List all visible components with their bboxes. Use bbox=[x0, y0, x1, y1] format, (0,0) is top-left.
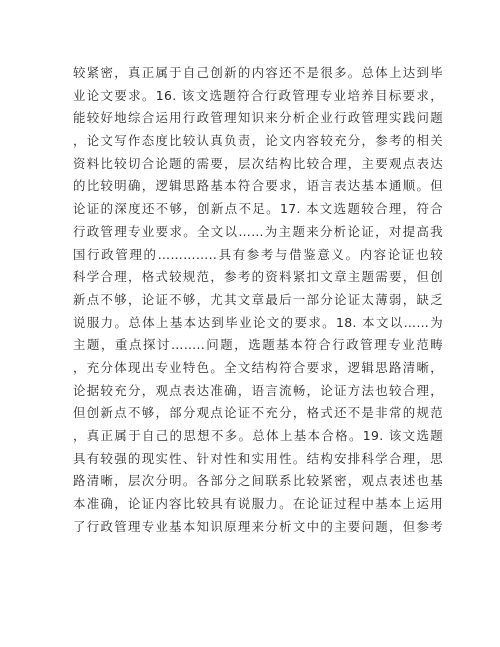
text-line: 新点不够，论证不够，尤其文章最后一部分论证太薄弱，缺乏 bbox=[73, 291, 443, 307]
text-line: 了行政管理专业基本知识原理来分析文中的主要问题，但参考 bbox=[73, 518, 443, 534]
text-line: ，真正属于自己的思想不多。总体上基本合格。19. 该文选题 bbox=[73, 428, 443, 443]
text-line: 国行政管理的…………..具有参考与借鉴意义。内容论证也较 bbox=[73, 246, 443, 262]
text-line: 说服力。总体上基本达到毕业论文的要求。18. 本文以……为 bbox=[73, 314, 443, 330]
text-line: 能较好地综合运用行政管理知识来分析企业行政管理实践问题 bbox=[73, 110, 443, 126]
text-line: 具有较强的现实性、针对性和实用性。结构安排科学合理，思 bbox=[73, 450, 443, 466]
text-line: ，充分体现出专业特色。全文结构符合要求，逻辑思路清晰， bbox=[73, 359, 443, 375]
text-line: 论证的深度还不够，创新点不足。17. 本文选题较合理，符合 bbox=[73, 201, 443, 217]
text-line: 较紧密，真正属于自己创新的内容还不是很多。总体上达到毕 bbox=[73, 65, 443, 80]
text-line: 资料比较切合论题的需要，层次结构比较合理，主要观点表达 bbox=[73, 155, 443, 171]
body-text bbox=[73, 62, 443, 538]
text-line: 行政管理专业要求。全文以……为主题来分析论证，对提高我 bbox=[73, 223, 443, 239]
text-line: 科学合理，格式较规范，参考的资料紧扣文章主题需要，但创 bbox=[73, 269, 443, 285]
text-line: 业论文要求。16. 该文选题符合行政管理专业培养目标要求， bbox=[73, 87, 443, 103]
text-line: 但创新点不够，部分观点论证不充分，格式还不是非常的规范 bbox=[73, 405, 443, 421]
text-line: ，论文写作态度比较认真负责，论文内容较充分，参考的相关 bbox=[73, 133, 443, 149]
text-line: 的比较明确，逻辑思路基本符合要求，语言表达基本通顺。但 bbox=[73, 178, 443, 194]
text-line: 本准确，论证内容比较具有说服力。在论证过程中基本上运用 bbox=[73, 496, 443, 512]
text-line: 论据较充分，观点表达准确，语言流畅，论证方法也较合理， bbox=[73, 382, 443, 398]
text-line: 主题，重点探讨……..问题，选题基本符合行政管理专业范畴 bbox=[73, 337, 443, 353]
text-line: 路清晰，层次分明。各部分之间联系比较紧密，观点表述也基 bbox=[73, 473, 443, 489]
